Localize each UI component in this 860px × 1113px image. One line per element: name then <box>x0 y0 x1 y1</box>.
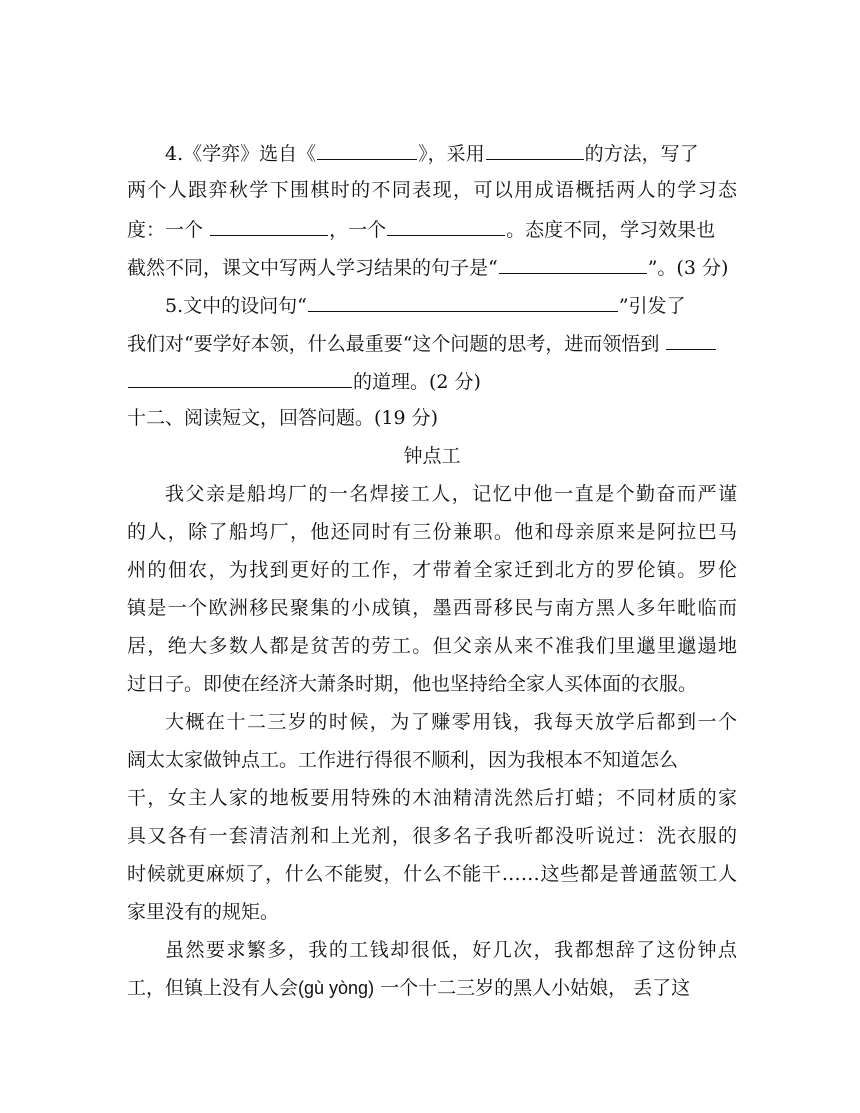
answer-blank[interactable] <box>128 368 352 388</box>
q5-line-1 <box>165 292 737 318</box>
q4-line-2: 两个人跟弈秋学下围棋时的不同表现，可以用成语概括两人的学习态 <box>127 179 737 201</box>
answer-blank[interactable] <box>666 330 716 350</box>
q5-text: 5.文中的设问句“ <box>165 295 307 317</box>
passage-line: 干，女主人家的地板要用特殊的木油精清洗然后打蜡；不同材质的家 <box>127 787 737 809</box>
q4-text: 截然不同，课文中写两人学习结果的句子是“ <box>127 257 498 279</box>
passage-line: 家里没有的规矩。 <box>127 901 280 923</box>
q4-text: ，一个 <box>329 219 387 241</box>
section-heading: 十二、阅读短文，回答问题。(19 分) <box>127 407 439 429</box>
answer-blank[interactable] <box>387 216 505 236</box>
answer-blank[interactable] <box>317 140 417 160</box>
q5-text: 我们对“要学好本领，什么最重要“这个问题的思考，进而领悟到 <box>127 333 660 355</box>
passage-line: 阔太太家做钟点工。工作进行得很不顺利，因为我根本不知道怎么 <box>127 749 679 771</box>
q4-text: 4.《学弈》选自《 <box>165 143 317 165</box>
passage-text: 工，但镇上没有人会 <box>127 977 299 999</box>
q5-text: 的道理。(2 分) <box>353 371 481 393</box>
q4-line-1 <box>165 140 737 166</box>
q4-text: ”。(3 分) <box>647 257 729 279</box>
passage-line: 时候就更麻烦了，什么不能熨，什么不能干……这些都是普通蓝领工人 <box>127 863 737 885</box>
answer-blank[interactable] <box>210 216 328 236</box>
passage-line: 的人，除了船坞厂，他还同时有三份兼职。他和母亲原来是阿拉巴马 <box>127 521 737 543</box>
passage-line: 我父亲是船坞厂的一名焊接工人，记忆中他一直是个勤奋而严谨 <box>165 483 737 505</box>
passage-line: 州的佃农，为找到更好的工作，才带着全家迁到北方的罗伦镇。罗伦 <box>127 559 737 581</box>
q4-line-4 <box>127 254 737 280</box>
passage-line: 具又各有一套清洁剂和上光剂，很多名子我听都没听说过：洗衣服的 <box>127 825 737 847</box>
q5-line-2 <box>127 330 737 356</box>
passage-title: 钟点工 <box>403 445 461 467</box>
q4-line-3 <box>127 216 737 242</box>
q4-text: 度：一个 <box>127 219 204 241</box>
passage-line-pinyin <box>127 976 737 1000</box>
q4-text: 。态度不同，学习效果也 <box>506 219 716 241</box>
passage-line: 镇是一个欧洲移民聚集的小成镇，墨西哥移民与南方黑人多年毗临而 <box>127 597 737 619</box>
passage-line: 大概在十二三岁的时候，为了赚零用钱，我每天放学后都到一个 <box>165 711 737 733</box>
passage-text: 一个十二三岁的黑人小姑娘， 丢了这 <box>380 977 691 999</box>
passage-line: 居，绝大多数人都是贫苦的劳工。但父亲从来不准我们里邋里邋遢地 <box>127 635 737 657</box>
answer-blank[interactable] <box>308 292 618 312</box>
q4-text: 》，采用 <box>418 143 485 165</box>
pinyin-annotation: (gù yòng) <box>298 978 375 998</box>
q5-text: ”引发了 <box>618 295 686 317</box>
answer-blank[interactable] <box>486 140 584 160</box>
passage-line: 过日子。即使在经济大萧条时期，他也坚持给全家人买体面的衣服。 <box>127 673 698 695</box>
passage-line: 虽然要求繁多，我的工钱却很低，好几次，我都想辞了这份钟点 <box>165 939 737 961</box>
q4-text: 的方法，写了 <box>584 143 699 165</box>
answer-blank[interactable] <box>499 254 647 274</box>
q5-line-3 <box>127 368 737 394</box>
